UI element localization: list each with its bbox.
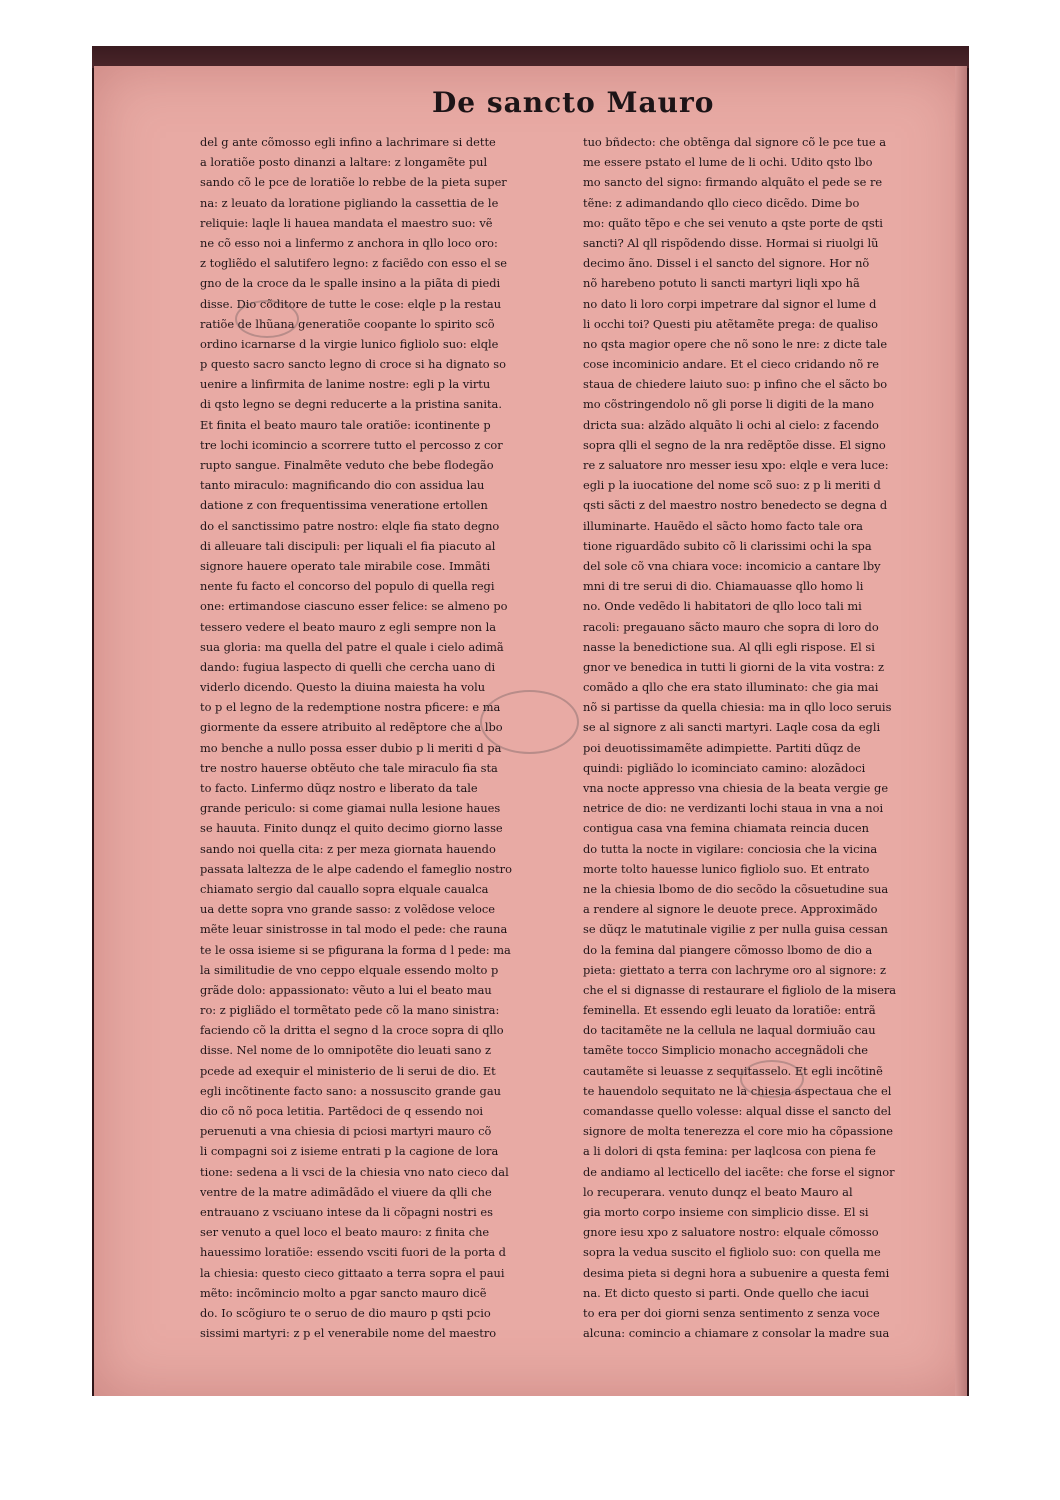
text-line: tre nostro hauerse obtẽuto che tale miraculo fia sta — [200, 760, 498, 775]
right-text-column — [583, 132, 943, 1343]
text-line: di qsto legno se degni reducerte a la pristina sanita. — [200, 397, 502, 412]
text-line: de andiamo al lecticello del iacẽte: che forse el signor — [583, 1164, 895, 1179]
text-line: uenire a linfirmita de lanime nostre: egli p la virtu — [200, 377, 491, 392]
text-line: tione: sedena a li vsci de la chiesia vno nato cieco dal — [200, 1164, 509, 1179]
text-line: sando cõ le pce de loratiõe lo rebbe de la pieta super — [200, 175, 507, 190]
text-line: nasse la benedictione sua. Al qlli egli rispose. El si — [583, 639, 875, 654]
text-line: disse. Nel nome de lo omnipotẽte dio leuati sano z — [200, 1043, 491, 1058]
page-title: De sancto Mauro — [432, 86, 715, 119]
text-line: nõ si partisse da quella chiesia: ma in qllo loco seruis — [583, 700, 892, 715]
text-line: sando noi quella cita: z per meza giornata hauendo — [200, 841, 496, 856]
text-line: tẽne: z adimandando qllo cieco dicẽdo. Dime bo — [583, 195, 860, 210]
text-line: entrauano z vsciuano intese da li cõpagni nostri es — [200, 1204, 493, 1219]
text-line: racoli: pregauano sãcto mauro che sopra di loro do — [583, 619, 879, 634]
text-line: netrice de dio: ne verdizanti lochi staua in vna a noi — [583, 801, 884, 816]
text-line: gno de la croce da le spalle insino a la piãta di piedi — [200, 276, 501, 291]
text-line: one: ertimandose ciascuno esser felice: se almeno po — [200, 599, 508, 614]
text-line: cautamẽte si leuasse z sequitasselo. Et egli incõtinẽ — [583, 1063, 883, 1078]
text-line: feminella. Et essendo egli leuato da loratiõe: entrã — [583, 1003, 876, 1018]
text-line: tamẽte tocco Simplicio monacho accegnãdoli che — [583, 1043, 869, 1058]
text-line: do. Io scõgiuro te o seruo de dio mauro p qsti pcio — [200, 1305, 491, 1320]
text-line: sopra la vedua suscito el figliolo suo: con quella me — [583, 1245, 881, 1260]
text-line: tre lochi icomincio a scorrere tutto el percosso z cor — [200, 437, 503, 452]
text-line: cose incominicio andare. Et el cieco cridando nõ re — [583, 357, 880, 372]
text-line: to p el legno de la redemptione nostra pficere: e ma — [200, 700, 501, 715]
text-line: illuminarte. Hauẽdo el sãcto homo facto tale ora — [583, 518, 863, 533]
text-line: del g ante cõmosso egli infino a lachrimare si dette — [200, 135, 496, 149]
text-line: peruenuti a vna chiesia di pciosi martyri mauro cõ — [200, 1124, 492, 1139]
text-line: p questo sacro sancto legno di croce si ha dignato so — [200, 357, 506, 372]
text-line: hauessimo loratiõe: essendo vsciti fuori de la porta d — [200, 1245, 506, 1260]
text-line: mo sancto del signo: firmando alquãto el pede se re — [583, 175, 883, 190]
text-line: te le ossa isieme si se pfigurana la forma d l pede: ma — [200, 942, 511, 957]
text-line: ro: z pigliãdo el tormẽtato pede cõ la mano sinistra: — [200, 1003, 500, 1018]
text-line: gnore iesu xpo z saluatore nostro: elquale cõmosso — [583, 1225, 879, 1240]
text-line: no dato li loro corpi impetrare dal signor el lume d — [583, 296, 877, 311]
text-line: qsti sãcti z del maestro nostro benedecto se degna d — [583, 498, 888, 513]
text-line: giormente da essere atribuito al redẽptore che a lbo — [200, 720, 503, 735]
text-line: no. Onde vedẽdo li habitatori de qllo loco tali mi — [583, 599, 862, 614]
text-line: gia morto corpo insieme con simplicio disse. El si — [583, 1204, 869, 1219]
text-line: z togliẽdo el salutifero legno: z faciẽdo con esso el se — [200, 256, 508, 271]
text-line: se dũqz le matutinale vigilie z per nulla guisa cessan — [583, 922, 888, 937]
text-line: la similitudie de vno ceppo elquale essendo molto p — [200, 962, 499, 977]
text-line: lo recuperara. venuto dunqz el beato Mauro al — [583, 1184, 853, 1199]
text-line: do la femina dal piangere cõmosso lbomo de dio a — [583, 942, 873, 957]
text-line: tessero vedere el beato mauro z egli sempre non la — [200, 619, 497, 634]
text-line: sua gloria: ma quella del patre el quale i cielo adimã — [200, 639, 504, 654]
text-line: viderlo dicendo. Questo la diuina maiesta ha volu — [200, 680, 486, 695]
text-line: mni di tre serui di dio. Chiamauasse qllo homo li — [583, 579, 864, 594]
text-line: del sole cõ vna chiara voce: incomicio a cantare lby — [583, 558, 881, 573]
library-stamp-center — [480, 690, 579, 754]
text-line: disse. Dio cõditore de tutte le cose: elqle p la restau — [200, 296, 502, 311]
text-line: li occhi toi? Questi piu atẽtamẽte prega: de qualiso — [583, 316, 878, 331]
text-line: vna nocte appresso vna chiesia de la beata vergie ge — [583, 781, 889, 795]
library-stamp-right — [740, 1060, 804, 1098]
text-line: sopra qlli el segno de la nra redẽptõe disse. El signo — [583, 437, 886, 452]
text-line: decimo ãno. Dissel i el sancto del signore. Hor nõ — [583, 256, 870, 271]
text-line: nõ harebeno potuto li sancti martyri liqli xpo hã — [583, 276, 860, 291]
text-line: dricta sua: alzãdo alquãto li ochi al cielo: z facendo — [583, 417, 879, 432]
text-line: ordino icarnarse d la virgie lunico figliolo suo: elqle — [200, 336, 499, 351]
text-line: mo: quãto tẽpo e che sei venuto a qste porte de qsti — [583, 215, 883, 230]
text-line: sancti? Al qll rispõdendo disse. Hormai si riuolgi lũ — [583, 235, 879, 250]
text-line: do tacitamẽte ne la cellula ne laqual dormiuão cau — [583, 1023, 876, 1038]
text-line: se al signore z ali sancti martyri. Laqle cosa da egli — [583, 720, 881, 735]
text-line: a li dolori di qsta femina: per laqlcosa con piena fe — [583, 1144, 876, 1159]
text-line: mẽte leuar sinistrosse in tal modo el pede: che rauna — [200, 922, 508, 937]
text-line: do tutta la nocte in vigilare: conciosia che la vicina — [583, 841, 878, 856]
text-line: do el sanctissimo patre nostro: elqle fia stato degno — [200, 518, 500, 533]
text-line: signore de molta tenerezza el core mio ha cõpassione — [583, 1124, 894, 1139]
text-line: mo cõstringendolo nõ gli porse li digiti de la mano — [583, 397, 874, 412]
text-line: re z saluatore nro messer iesu xpo: elqle e vera luce: — [583, 458, 889, 472]
text-line: comãdo a qllo che era stato illuminato: che gia mai — [583, 680, 879, 695]
text-line: datione z con frequentissima veneratione ertollen — [200, 498, 488, 513]
text-line: signore hauere operato tale mirabile cose. Immãti — [200, 558, 491, 573]
text-line: grande periculo: si come giamai nulla lesione haues — [200, 801, 501, 816]
text-line: contigua casa vna femina chiamata reincia ducen — [583, 821, 870, 836]
text-line: to facto. Linfermo dũqz nostro e liberato da tale — [200, 781, 478, 795]
text-line: ser venuto a quel loco el beato mauro: z finita che — [200, 1225, 490, 1240]
text-line: nente fu facto el concorso del populo di quella regi — [200, 579, 495, 594]
text-line: che el si dignasse di restaurare el figliolo de la misera — [583, 982, 897, 997]
text-line: dando: fugiua laspecto di quelli che cercha uano di — [200, 659, 496, 674]
text-line: poi deuotissimamẽte adimpiette. Partiti dũqz de — [583, 740, 861, 755]
text-line: pieta: giettato a terra con lachryme oro al signore: z — [583, 962, 887, 977]
text-line: alcuna: comincio a chiamare z consolar la madre sua — [583, 1326, 890, 1341]
text-line: to era per doi giorni senza sentimento z senza voce — [583, 1305, 880, 1320]
text-line: grãde dolo: appassionato: vẽuto a lui el beato mau — [200, 982, 492, 997]
text-line: morte tolto hauesse lunico figliolo suo. Et entrato — [583, 861, 870, 876]
text-line: se hauuta. Finito dunqz el quito decimo giorno lasse — [200, 821, 503, 836]
text-line: di alleuare tali discipuli: per liquali el fia piacuto al — [200, 538, 496, 553]
text-line: reliquie: laqle li hauea mandata el maestro suo: vẽ — [200, 215, 493, 230]
text-line: mo benche a nullo possa esser dubio p li meriti d pa — [200, 740, 502, 755]
text-line: pcede ad exequir el ministerio de li serui de dio. Et — [200, 1063, 496, 1078]
text-line: tione riguardãdo subito cõ li clarissimi ochi la spa — [583, 538, 872, 553]
text-line: passata laltezza de le alpe cadendo el fameglio nostro — [200, 861, 512, 876]
text-line: ventre de la matre adimãdãdo el viuere da qlli che — [200, 1184, 492, 1199]
text-line: ua dette sopra vno grande sasso: z volẽdose veloce — [200, 902, 496, 917]
text-line: gnor ve benedica in tutti li giorni de la vita vostra: z — [583, 659, 885, 674]
text-line: egli p la iuocatione del nome scõ suo: z p li meriti d — [583, 478, 881, 493]
text-line: staua de chiedere laiuto suo: p infino che el sãcto bo — [583, 377, 888, 392]
text-line: rupto sangue. Finalmẽte veduto che bebe flodegão — [200, 458, 494, 472]
text-line: tuo bñdecto: che obtẽnga dal signore cõ le pce tue a — [583, 135, 886, 149]
text-line: sissimi martyri: z p el venerabile nome del maestro — [200, 1326, 497, 1341]
text-line: te hauendolo sequitato ne la chiesia aspectaua che el — [583, 1083, 892, 1098]
text-line: ratiõe de lhũana generatiõe coopante lo spirito scõ — [200, 316, 495, 331]
text-line: faciendo cõ la dritta el segno d la croce sopra di qllo — [200, 1023, 504, 1038]
text-line: a rendere al signore le deuote prece. Approximãdo — [583, 902, 878, 917]
text-line: na. Et dicto questo si parti. Onde quello che iacui — [583, 1285, 869, 1300]
text-line: li compagni soi z isieme entrati p la cagione de lora — [200, 1144, 499, 1159]
text-line: na: z leuato da loratione pigliando la cassettia de le — [200, 195, 499, 210]
text-line: dio cõ nõ poca letitia. Partẽdoci de q essendo noi — [200, 1104, 484, 1118]
page-edge — [955, 66, 967, 1396]
text-line: tanto miraculo: magnificando dio con assidua lau — [200, 478, 485, 493]
text-line: ne cõ esso noi a linfermo z anchora in qllo loco oro: — [200, 235, 498, 250]
text-line: egli incõtinente facto sano: a nossuscito grande gau — [200, 1083, 501, 1098]
text-line: a loratiõe posto dinanzi a laltare: z longamẽte pul — [200, 155, 488, 170]
text-line: Et finita el beato mauro tale oratiõe: icontinente p — [200, 417, 491, 432]
text-line: comandasse quello volesse: alqual disse el sancto del — [583, 1104, 892, 1118]
text-line: no qsta magior opere che nõ sono le nre: z dicte tale — [583, 336, 888, 351]
top-binding-strip — [92, 46, 969, 68]
library-stamp-left — [235, 300, 299, 338]
text-line: chiamato sergio dal cauallo sopra elquale caualca — [200, 881, 489, 896]
text-line: ne la chiesia lbomo de dio secõdo la cõsuetudine sua — [583, 881, 889, 896]
text-line: me essere pstato el lume de li ochi. Udito qsto lbo — [583, 155, 873, 170]
text-line: quindi: pigliãdo lo icominciato camino: alozãdoci — [583, 760, 866, 775]
text-line: la chiesia: questo cieco gittaato a terra sopra el paui — [200, 1265, 505, 1280]
text-line: mẽto: incõmincio molto a pgar sancto mauro dicẽ — [200, 1285, 487, 1300]
text-line: desima pieta si degni hora a subuenire a questa femi — [583, 1265, 890, 1280]
